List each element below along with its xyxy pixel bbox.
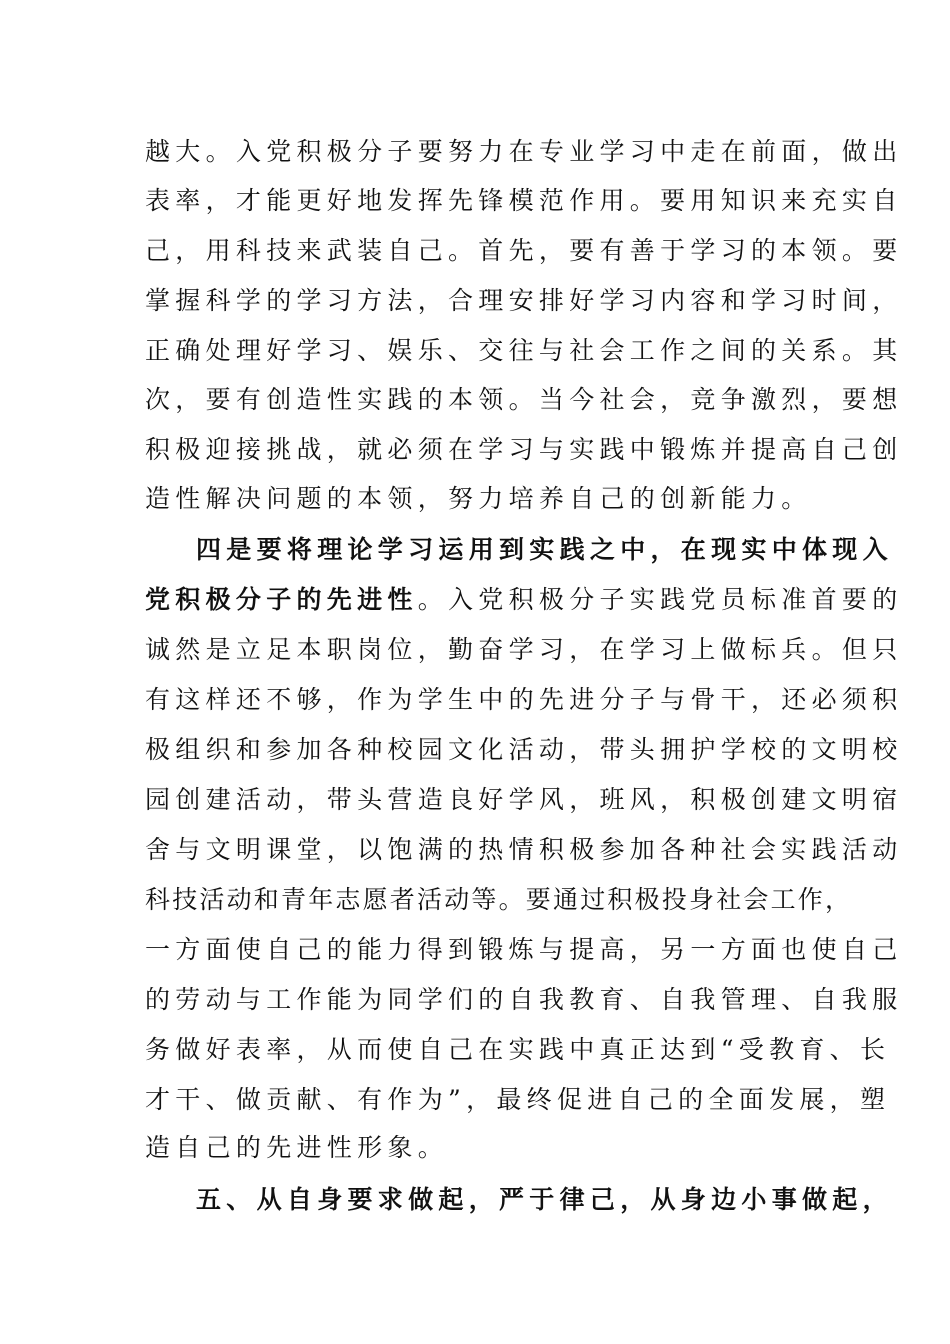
p1-line-7: 积极迎接挑战，就必须在学习与实践中锻炼并提高自己创 bbox=[145, 435, 903, 464]
p2-line-10: 的劳动与工作能为同学们的自我教育、自我管理、自我服 bbox=[145, 985, 903, 1014]
p2-line-4: 有这样还不够，作为学生中的先进分子与骨干，还必须积 bbox=[145, 685, 903, 714]
p2-line-6: 园创建活动，带头营造良好学风，班风，积极创建文明宿 bbox=[145, 785, 903, 814]
p1-line-1: 越大。入党积极分子要努力在专业学习中走在前面，做出 bbox=[145, 137, 903, 166]
p2-line-13: 造自己的先进性形象。 bbox=[145, 1133, 449, 1162]
p3-heading: 五、从自身要求做起，严于律己，从身边小事做起， bbox=[196, 1185, 893, 1214]
p1-line-2: 表率，才能更好地发挥先锋模范作用。要用知识来充实自 bbox=[145, 186, 903, 215]
p2-line-3: 诚然是立足本职岗位，勤奋学习，在学习上做标兵。但只 bbox=[145, 635, 903, 664]
p1-line-4: 掌握科学的学习方法，合理安排好学习内容和学习时间， bbox=[145, 286, 903, 315]
p1-line-3: 己，用科技来武装自己。首先，要有善于学习的本领。要 bbox=[145, 236, 903, 265]
p1-line-5: 正确处理好学习、娱乐、交往与社会工作之间的关系。其 bbox=[145, 336, 903, 365]
p2-line-2 bbox=[145, 580, 903, 620]
p2-line-12: 才干、做贡献、有作为”，最终促进自己的全面发展，塑 bbox=[145, 1085, 891, 1114]
p1-line-8: 造性解决问题的本领，努力培养自己的创新能力。 bbox=[145, 484, 812, 513]
p2-heading-rest: 。入党积极分子实践党员标准首要的 bbox=[417, 585, 903, 614]
p2-heading-bold-part: 党积极分子的先进性 bbox=[145, 585, 418, 614]
p2-line-11: 务做好表率，从而使自己在实践中真正达到“受教育、长 bbox=[145, 1035, 891, 1064]
p2-line-8: 科技活动和青年志愿者活动等。要通过积极投身社会工作， bbox=[145, 885, 853, 914]
p2-line-7: 舍与文明课堂，以饱满的热情积极参加各种社会实践活动 bbox=[145, 835, 903, 864]
p2-line-9: 一方面使自己的能力得到锻炼与提高，另一方面也使自己 bbox=[145, 935, 903, 964]
p1-line-6: 次，要有创造性实践的本领。当今社会，竞争激烈，要想 bbox=[145, 385, 903, 414]
p2-line-5: 极组织和参加各种校园文化活动，带头拥护学校的文明校 bbox=[145, 735, 903, 764]
p2-heading-line-1: 四是要将理论学习运用到实践之中，在现实中体现入 bbox=[196, 535, 893, 564]
